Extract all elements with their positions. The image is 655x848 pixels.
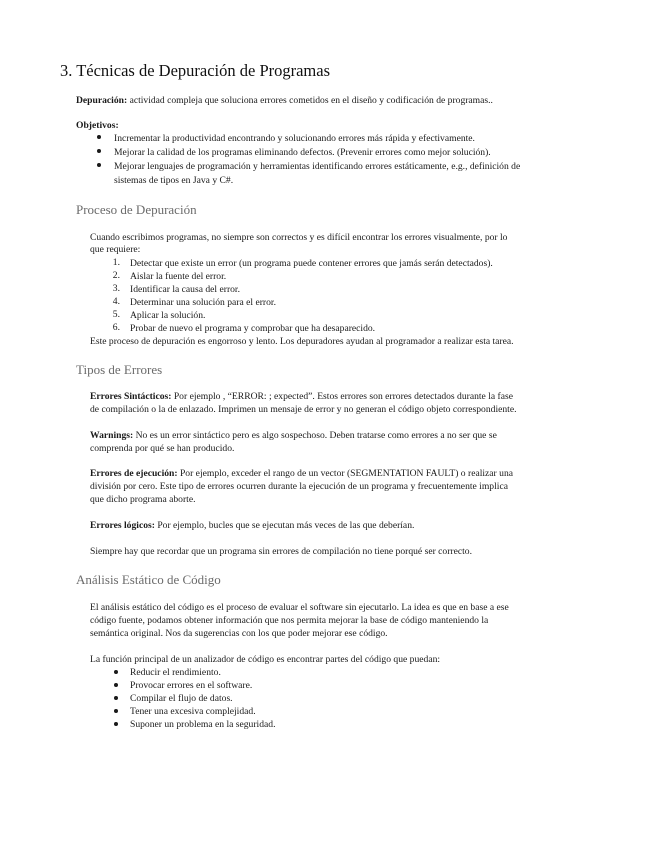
bullet-icon bbox=[114, 722, 118, 726]
step-number: 2. bbox=[112, 270, 120, 281]
syntax-errors-paragraph bbox=[90, 390, 513, 403]
bullet-icon bbox=[97, 135, 101, 139]
definition-text: actividad compleja que soluciona errores cometidos en el diseño y codificación de programas.. bbox=[127, 95, 493, 106]
section-heading-static-analysis: Análisis Estático de Código bbox=[76, 572, 221, 587]
syntax-errors-term: Errores Sintácticos: bbox=[90, 391, 172, 402]
step-number: 3. bbox=[112, 283, 120, 294]
section-heading-process: Proceso de Depuración bbox=[76, 202, 197, 217]
logic-errors-term: Errores lógicos: bbox=[90, 520, 155, 531]
bullet-icon bbox=[97, 149, 101, 153]
static-analysis-lead: La función principal de un analizador de código es encontrar partes del código que puedan: bbox=[90, 654, 441, 665]
section-heading-error-types: Tipos de Errores bbox=[76, 362, 163, 377]
step-number: 1. bbox=[112, 257, 120, 268]
static-analysis-item: Reducir el rendimiento. bbox=[130, 667, 221, 678]
static-analysis-item: Provocar errores en el software. bbox=[130, 680, 253, 691]
process-step: Identificar la causa del error. bbox=[130, 284, 240, 295]
process-step: Detectar que existe un error (un programa puede contener errores que jamás serán detectados). bbox=[130, 258, 493, 269]
objective-item: Mejorar la calidad de los programas eliminando defectos. (Prevenir errores como mejor solución). bbox=[114, 147, 491, 158]
runtime-errors-paragraph bbox=[90, 467, 513, 480]
step-number: 6. bbox=[112, 322, 120, 333]
process-step: Probar de nuevo el programa y comprobar que ha desaparecido. bbox=[130, 323, 376, 334]
static-analysis-item: Compilar el flujo de datos. bbox=[130, 693, 233, 704]
runtime-errors-continuation: que dicho programa aborte. bbox=[90, 494, 196, 505]
objective-item: Mejorar lenguajes de programación y herramientas identificando errores estáticamente, e.g., definición de bbox=[114, 161, 521, 172]
warnings-continuation: comprenda por qué se han producido. bbox=[90, 443, 235, 454]
static-analysis-paragraph: El análisis estático del código es el proceso de evaluar el software sin ejecutarlo. La idea es que en base a ese bbox=[90, 602, 509, 613]
step-number: 4. bbox=[112, 296, 120, 307]
definition-term: Depuración: bbox=[76, 95, 128, 106]
bullet-icon bbox=[97, 163, 101, 167]
runtime-errors-text: Por ejemplo, exceder el rango de un vector (SEGMENTATION FAULT) o realizar una bbox=[177, 468, 513, 479]
warnings-term: Warnings: bbox=[90, 430, 134, 441]
logic-errors-text: Por ejemplo, bucles que se ejecutan más veces de las que deberían. bbox=[154, 520, 415, 531]
bullet-icon bbox=[114, 696, 118, 700]
static-analysis-paragraph-continuation: código fuente, podamos obtener información que nos permita mejorar la base de código manteniendo la bbox=[90, 615, 489, 626]
bullet-icon bbox=[114, 683, 118, 687]
objective-item: Incrementar la productividad encontrando y solucionando errores más rápida y efectivamente. bbox=[114, 133, 475, 144]
bullet-icon bbox=[114, 709, 118, 713]
syntax-errors-continuation: de compilación o la de enlazado. Imprimen un mensaje de error y no generan el código objeto correspondiente. bbox=[90, 404, 517, 415]
runtime-errors-continuation: división por cero. Este tipo de errores ocurren durante la ejecución de un programa y frecuentemente implica bbox=[90, 481, 508, 492]
static-analysis-item: Suponer un problema en la seguridad. bbox=[130, 719, 276, 730]
objectives-label: Objetivos: bbox=[76, 120, 119, 131]
syntax-errors-text: Por ejemplo , “ERROR: ; expected”. Estos errores son errores detectados durante la fase bbox=[171, 391, 513, 402]
definition-paragraph bbox=[76, 94, 493, 107]
runtime-errors-term: Errores de ejecución: bbox=[90, 468, 178, 479]
step-number: 5. bbox=[112, 309, 120, 320]
process-step: Aplicar la solución. bbox=[130, 310, 206, 321]
warnings-paragraph bbox=[90, 429, 497, 442]
logic-errors-paragraph bbox=[90, 519, 414, 532]
static-analysis-item: Tener una excesiva complejidad. bbox=[130, 706, 256, 717]
static-analysis-paragraph-continuation: semántica original. Nos da sugerencias con los que poder mejorar ese código. bbox=[90, 628, 388, 639]
bullet-icon bbox=[114, 670, 118, 674]
objective-item-continuation: sistemas de tipos en Java y C#. bbox=[114, 175, 234, 186]
process-step: Aislar la fuente del error. bbox=[130, 271, 227, 282]
error-types-note: Siempre hay que recordar que un programa sin errores de compilación no tiene porqué ser correcto. bbox=[90, 546, 472, 557]
warnings-text: No es un error sintáctico pero es algo sospechoso. Deben tratarse como errores a no ser que se bbox=[133, 430, 497, 441]
process-intro: Cuando escribimos programas, no siempre son correctos y es difícil encontrar los errores visualmente, por lo bbox=[90, 232, 508, 243]
process-closing: Este proceso de depuración es engorroso y lento. Los depuradores ayudan al programador a realizar esta tarea. bbox=[90, 336, 514, 347]
page-title: 3. Técnicas de Depuración de Programas bbox=[60, 61, 331, 80]
process-intro-continuation: que requiere: bbox=[90, 244, 141, 255]
process-step: Determinar una solución para el error. bbox=[130, 297, 276, 308]
